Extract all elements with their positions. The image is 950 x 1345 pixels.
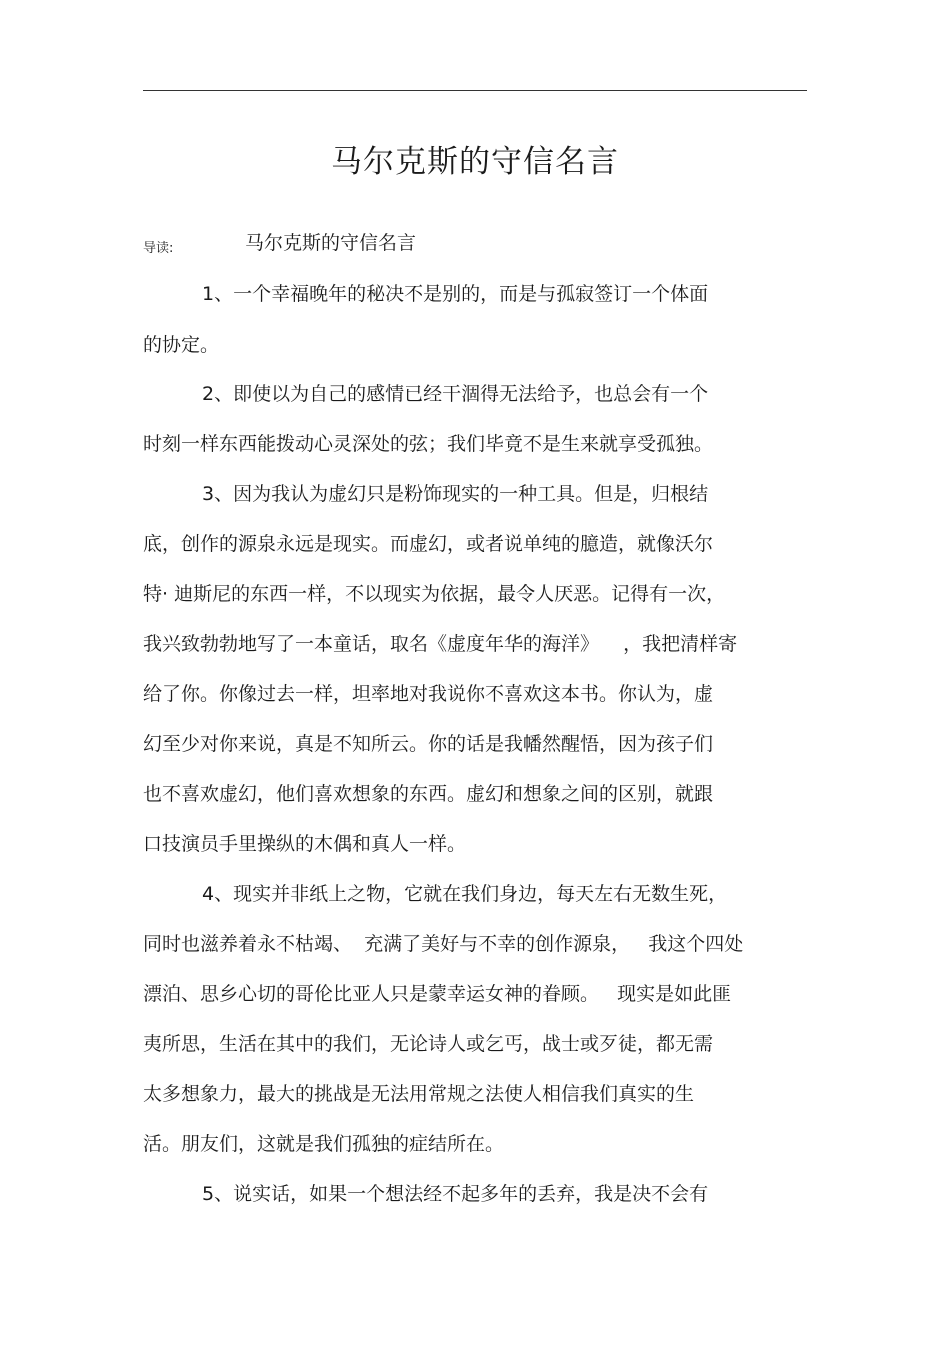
body-line: 4、现实并非纸上之物，它就在我们身边，每天左右无数生死， bbox=[202, 883, 728, 905]
body-line: 也不喜欢虚幻，他们喜欢想象的东西。虚幻和想象之间的区别，就跟 bbox=[143, 783, 714, 805]
body-line: 给了你。你像过去一样，坦率地对我说你不喜欢这本书。你认为，虚 bbox=[143, 683, 714, 705]
body-line: 我兴致勃勃地写了一本童话，取名《虚度年华的海洋》 ，我把清样寄 bbox=[143, 633, 738, 655]
body-line: 幻至少对你来说，真是不知所云。你的话是我幡然醒悟，因为孩子们 bbox=[143, 733, 714, 755]
body-line: 太多想象力，最大的挑战是无法用常规之法使人相信我们真实的生 bbox=[143, 1083, 695, 1105]
body-line: 口技演员手里操纵的木偶和真人一样。 bbox=[143, 833, 467, 855]
body-line: 活。朋友们，这就是我们孤独的症结所在。 bbox=[143, 1133, 505, 1155]
body-line: 5、说实话，如果一个想法经不起多年的丢弃，我是决不会有 bbox=[202, 1183, 709, 1205]
body-line: 漂泊、思乡心切的哥伦比亚人只是蒙幸运女神的眷顾。 现实是如此匪 bbox=[143, 983, 732, 1005]
body-line: 夷所思，生活在其中的我们，无论诗人或乞丐，战士或歹徒，都无需 bbox=[143, 1033, 714, 1055]
body-line: 的协定。 bbox=[143, 334, 220, 356]
lead-text: 马尔克斯的守信名言 bbox=[245, 232, 417, 254]
document-title: 马尔克斯的守信名言 bbox=[331, 144, 619, 180]
body-line: 底，创作的源泉永远是现实。而虚幻，或者说单纯的臆造，就像沃尔 bbox=[143, 533, 714, 555]
lead-label: 导读: bbox=[143, 241, 174, 256]
body-line: 时刻一样东西能拨动心灵深处的弦；我们毕竟不是生来就享受孤独。 bbox=[143, 433, 714, 455]
body-line: 2、即使以为自己的感情已经干涸得无法给予，也总会有一个 bbox=[202, 383, 709, 405]
header-rule bbox=[143, 90, 807, 91]
body-line: 3、因为我认为虚幻只是粉饰现实的一种工具。但是，归根结 bbox=[202, 483, 709, 505]
body-line: 特· 迪斯尼的东西一样，不以现实为依据，最令人厌恶。记得有一次， bbox=[143, 583, 726, 605]
body-line: 同时也滋养着永不枯竭、 充满了美好与不幸的创作源泉， 我这个四处 bbox=[143, 933, 744, 955]
body-line: 1、一个幸福晚年的秘决不是别的，而是与孤寂签订一个体面 bbox=[202, 283, 709, 305]
